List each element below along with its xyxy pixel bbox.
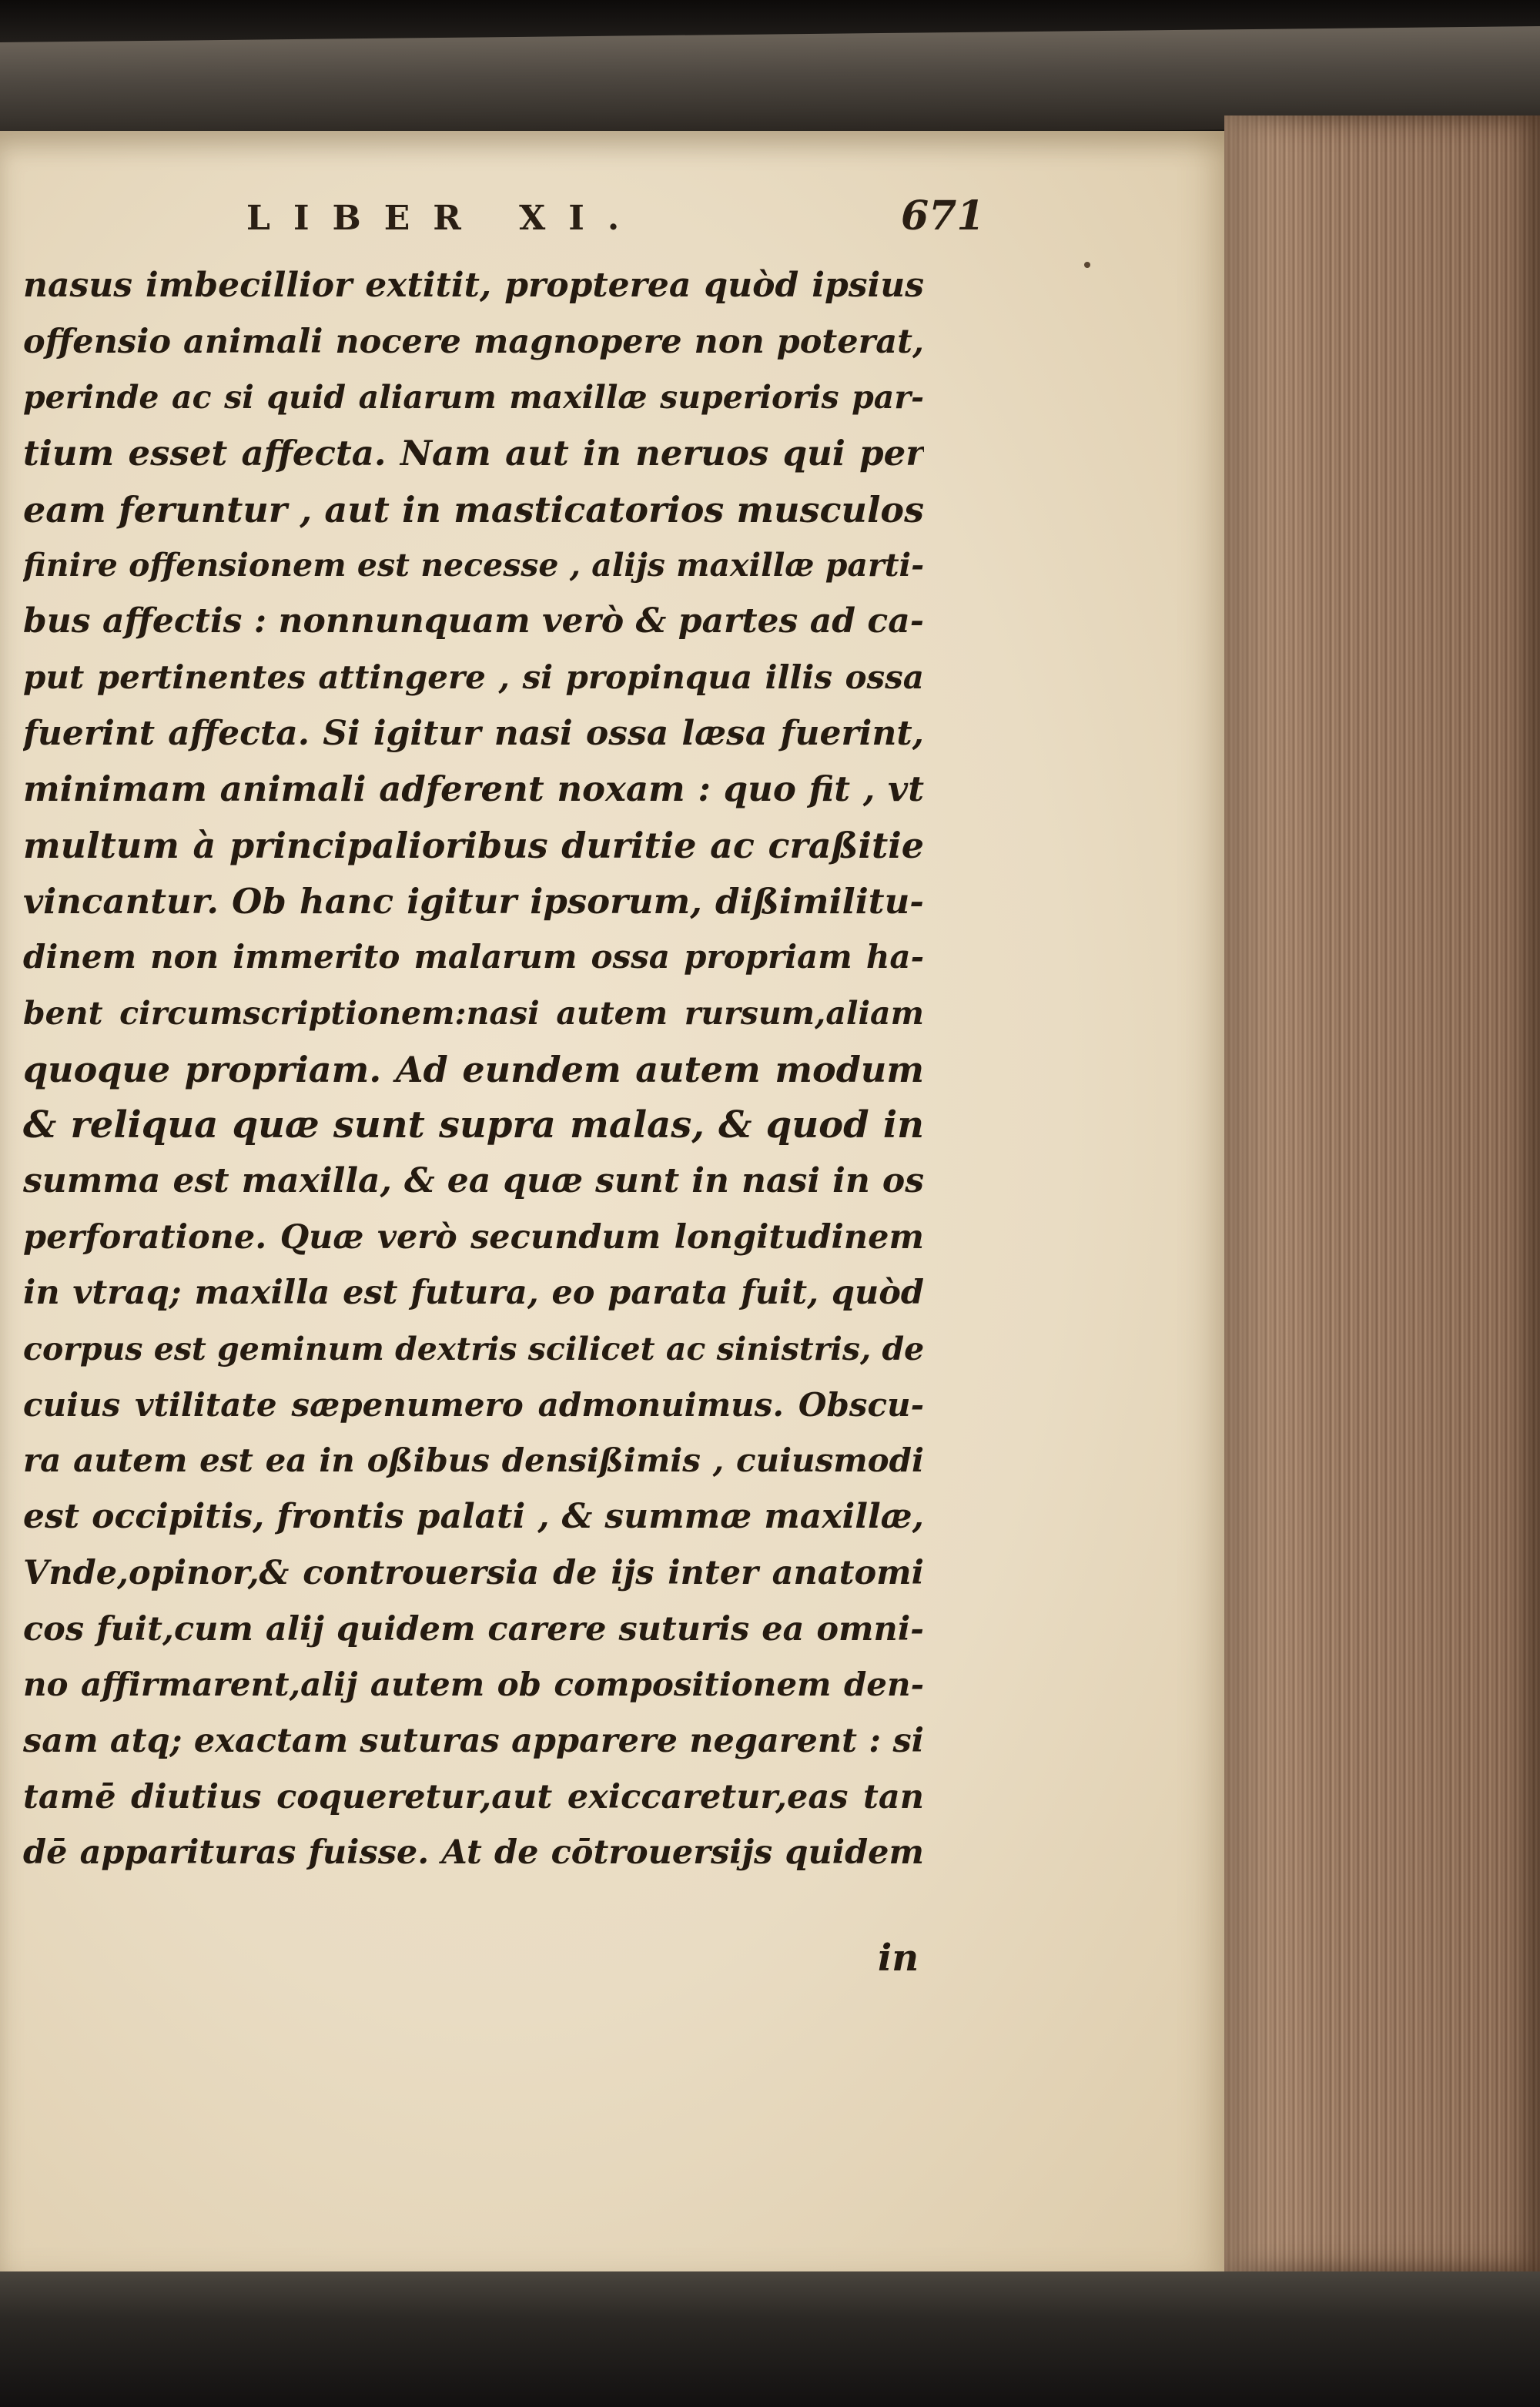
text-line: bent circumscriptionem:nasi autem rursum,aliam — [23, 994, 924, 1032]
text-line: minimam animali adferent noxam : quo fit , vt — [23, 768, 924, 810]
bottom-background — [0, 2271, 1540, 2407]
text-line: finire offensionem est necesse , alijs maxillæ parti- — [23, 547, 924, 584]
text-line: eam feruntur , aut in masticatorios musculos — [23, 488, 924, 531]
text-line: tamē diutius coqueretur,aut exiccaretur,eas tan — [23, 1777, 924, 1816]
text-line: perforatione. Quæ verò secundum longitudinem — [23, 1217, 924, 1257]
margin-mark — [1084, 262, 1090, 268]
running-head: LIBER XI. — [246, 199, 643, 238]
text-line: quoque propriam. Ad eundem autem modum — [23, 1048, 924, 1090]
text-line: tium esset affecta. Nam aut in neruos qui per — [23, 433, 924, 474]
text-line: cos fuit,cum alij quidem carere suturis ea omni- — [23, 1609, 924, 1649]
folio-number: 671 — [901, 192, 985, 239]
fore-edge-shading — [1224, 115, 1540, 2271]
text-line: dē apparituras fuisse. At de cōtrouersijs quidem — [23, 1833, 924, 1873]
catchword: in — [878, 1937, 919, 1980]
text-line: nasus imbecillior extitit, propterea quòd ipsius — [23, 266, 924, 305]
page-header — [0, 192, 1232, 253]
text-line: no affirmarent,alij autem ob compositionem den- — [23, 1665, 924, 1704]
text-line: sam atq; exactam suturas apparere negarent : si — [23, 1721, 924, 1760]
text-line: Vnde,opinor,& controuersia de ijs inter anatomi — [23, 1553, 924, 1592]
text-line: & reliqua quæ sunt supra malas, & quod in — [23, 1103, 924, 1147]
text-line: bus affectis : nonnunquam verò & partes ad ca- — [23, 601, 924, 641]
text-line: perinde ac si quid aliarum maxillæ superioris par- — [23, 379, 924, 417]
text-line: cuius vtilitate sæpenumero admonuimus. Obscu- — [23, 1385, 924, 1424]
text-line: fuerint affecta. Si igitur nasi ossa læsa fuerint, — [23, 713, 924, 753]
text-line: offensio animali nocere magnopere non poterat, — [23, 322, 924, 361]
text-line: dinem non immerito malarum ossa propriam ha- — [23, 938, 924, 976]
text-line: summa est maxilla, & ea quæ sunt in nasi in os — [23, 1161, 924, 1200]
text-line: ra autem est ea in oßibus densißimis , cuiusmodi — [23, 1441, 924, 1480]
text-line: vincantur. Ob hanc igitur ipsorum, dißimilitu- — [23, 880, 924, 922]
body-text — [23, 258, 924, 1881]
text-line: multum à principalioribus duritie ac craßitie — [23, 824, 924, 866]
text-line: est occipitis, frontis palati , & summæ maxillæ, — [23, 1497, 924, 1537]
text-line: put pertinentes attingere , si propinqua illis ossa — [23, 658, 924, 696]
text-line: corpus est geminum dextris scilicet ac sinistris, de — [23, 1331, 924, 1368]
text-line: in vtraq; maxilla est futura, eo parata fuit, quòd — [23, 1274, 924, 1313]
